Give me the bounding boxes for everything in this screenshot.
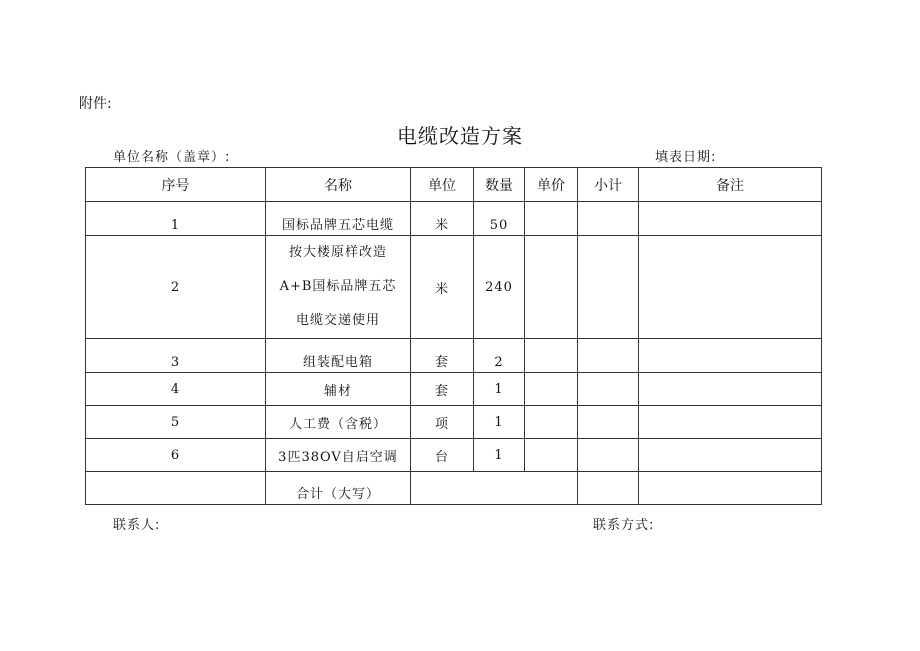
row-price[interactable] [525, 439, 578, 472]
row-no: 1 [86, 202, 266, 236]
contact-method-label: 联系方式: [593, 518, 655, 533]
column-header-price: 单价 [525, 168, 578, 202]
row-unit: 套 [411, 339, 474, 373]
row-qty: 1 [474, 373, 525, 406]
table-row [86, 373, 822, 406]
row-note[interactable] [639, 439, 822, 472]
row-note[interactable] [639, 373, 822, 406]
total-subtotal-cell[interactable] [578, 472, 639, 505]
row-unit: 米 [411, 202, 474, 236]
row-note[interactable] [639, 236, 822, 339]
row-qty: 1 [474, 406, 525, 439]
row-name: 人工费（含税） [266, 406, 411, 439]
row-no: 5 [86, 406, 266, 439]
row-no: 4 [86, 373, 266, 406]
table-row [86, 406, 822, 439]
column-header-no: 序号 [86, 168, 266, 202]
total-amount-cell[interactable] [411, 472, 578, 505]
row-subtotal[interactable] [578, 339, 639, 373]
row-qty: 1 [474, 439, 525, 472]
row-subtotal[interactable] [578, 439, 639, 472]
total-row-no [86, 472, 266, 505]
row-subtotal[interactable] [578, 373, 639, 406]
total-row [86, 472, 822, 505]
row-qty: 240 [474, 236, 525, 339]
row-no: 6 [86, 439, 266, 472]
document-title: 电缆改造方案 [397, 124, 523, 148]
column-header-note: 备注 [639, 168, 822, 202]
row-no: 2 [86, 236, 266, 339]
column-header-subtotal: 小计 [578, 168, 639, 202]
row-name: 辅材 [266, 373, 411, 406]
attachment-label: 附件: [79, 96, 112, 112]
row-subtotal[interactable] [578, 406, 639, 439]
row-unit: 套 [411, 373, 474, 406]
plan-table [85, 167, 822, 505]
row-name-line: 电缆交递使用 [295, 313, 380, 328]
row-qty: 2 [474, 339, 525, 373]
column-header-name: 名称 [266, 168, 411, 202]
row-name: 国标品牌五芯电缆 [266, 202, 411, 236]
row-name-line: 按大楼原样改造 [288, 245, 387, 260]
row-unit: 台 [411, 439, 474, 472]
row-subtotal[interactable] [578, 202, 639, 236]
row-no: 3 [86, 339, 266, 373]
row-unit: 项 [411, 406, 474, 439]
row-unit: 米 [411, 236, 474, 339]
table-header-row [86, 168, 822, 202]
row-price[interactable] [525, 373, 578, 406]
total-label: 合计（大写） [266, 472, 411, 505]
table-row [86, 236, 822, 339]
row-name: 组装配电箱 [266, 339, 411, 373]
table-row [86, 202, 822, 236]
unit-name-label: 单位名称（盖章）: [113, 150, 231, 165]
contact-person-label: 联系人: [113, 518, 161, 533]
fill-date-label: 填表日期: [655, 150, 717, 165]
column-header-qty: 数量 [474, 168, 525, 202]
row-name [266, 236, 411, 339]
row-qty: 50 [474, 202, 525, 236]
row-price[interactable] [525, 236, 578, 339]
row-price[interactable] [525, 406, 578, 439]
row-price[interactable] [525, 339, 578, 373]
row-note[interactable] [639, 406, 822, 439]
column-header-unit: 单位 [411, 168, 474, 202]
row-price[interactable] [525, 202, 578, 236]
row-note[interactable] [639, 339, 822, 373]
row-name: 3匹38OV自启空调 [266, 439, 411, 472]
row-name-line: A+B国标品牌五芯 [279, 279, 397, 294]
row-subtotal[interactable] [578, 236, 639, 339]
row-note[interactable] [639, 202, 822, 236]
table-row [86, 439, 822, 472]
total-note-cell[interactable] [639, 472, 822, 505]
table-row [86, 339, 822, 373]
